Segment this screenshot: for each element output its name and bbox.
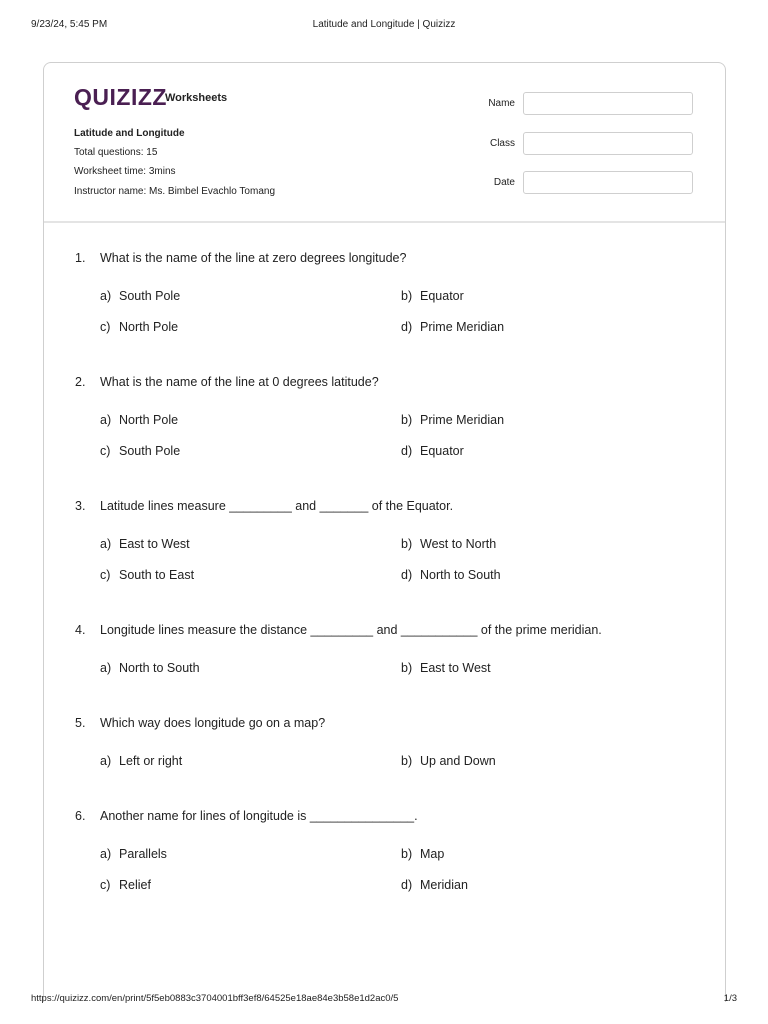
- class-label: Class: [489, 138, 515, 149]
- print-date-time: 9/23/24, 5:45 PM: [31, 19, 108, 30]
- instructor-name: Instructor name: Ms. Bimbel Evachlo Tomang: [74, 186, 276, 197]
- option-a: a) Left or right: [100, 754, 183, 768]
- worksheet-time: Worksheet time: 3mins: [74, 166, 176, 177]
- quizizz-logo: QUIZIZZ: [74, 84, 167, 110]
- question-number: 5.: [75, 716, 86, 730]
- question-number: 2.: [75, 375, 86, 389]
- name-field[interactable]: [523, 92, 693, 115]
- total-questions: Total questions: 15: [74, 147, 158, 158]
- option-a: a) Parallels: [100, 847, 167, 861]
- page-number: 1/3: [723, 993, 737, 1004]
- option-c: c) Relief: [100, 878, 151, 892]
- option-c: c) South to East: [100, 568, 195, 582]
- print-header: [0, 19, 768, 33]
- worksheet-title: Latitude and Longitude: [74, 128, 185, 139]
- question-text: Latitude lines measure _________ and _______ of the Equator.: [100, 499, 454, 513]
- question-text: What is the name of the line at 0 degrees latitude?: [100, 375, 379, 389]
- question-number: 4.: [75, 623, 86, 637]
- question-number: 6.: [75, 809, 86, 823]
- option-b: b) Up and Down: [401, 754, 496, 768]
- print-page-title: Latitude and Longitude | Quizizz: [312, 19, 456, 30]
- question-text: What is the name of the line at zero degrees longitude?: [100, 251, 407, 265]
- option-d: d) North to South: [401, 568, 501, 582]
- question-text: Longitude lines measure the distance _________ and ___________ of the prime meridian.: [100, 623, 602, 637]
- worksheet-header: [44, 63, 725, 223]
- option-c: c) South Pole: [100, 444, 181, 458]
- name-label: Name: [488, 98, 515, 109]
- option-c: c) North Pole: [100, 320, 179, 334]
- print-url: https://quizizz.com/en/print/5f5eb0883c3704001bff3ef8/64525e18ae84e3b58e1d2ac0/5: [31, 993, 399, 1004]
- class-field[interactable]: [523, 132, 693, 155]
- option-d: d) Prime Meridian: [401, 320, 505, 334]
- option-a: a) North to South: [100, 661, 200, 675]
- date-field[interactable]: [523, 171, 693, 194]
- option-b: b) Map: [401, 847, 445, 861]
- option-b: b) Prime Meridian: [401, 413, 505, 427]
- question-text: Which way does longitude go on a map?: [100, 716, 326, 730]
- option-b: b) Equator: [401, 289, 464, 303]
- worksheets-label: Worksheets: [165, 92, 228, 104]
- option-a: a) East to West: [100, 537, 190, 551]
- worksheet-card: [43, 62, 726, 1002]
- option-b: b) East to West: [401, 661, 491, 675]
- option-b: b) West to North: [401, 537, 497, 551]
- date-label: Date: [493, 177, 515, 188]
- option-a: a) North Pole: [100, 413, 179, 427]
- question-number: 3.: [75, 499, 86, 513]
- option-d: d) Meridian: [401, 878, 468, 892]
- option-d: d) Equator: [401, 444, 464, 458]
- question-number: 1.: [75, 251, 86, 265]
- option-a: a) South Pole: [100, 289, 181, 303]
- question-text: Another name for lines of longitude is _______________.: [100, 809, 418, 823]
